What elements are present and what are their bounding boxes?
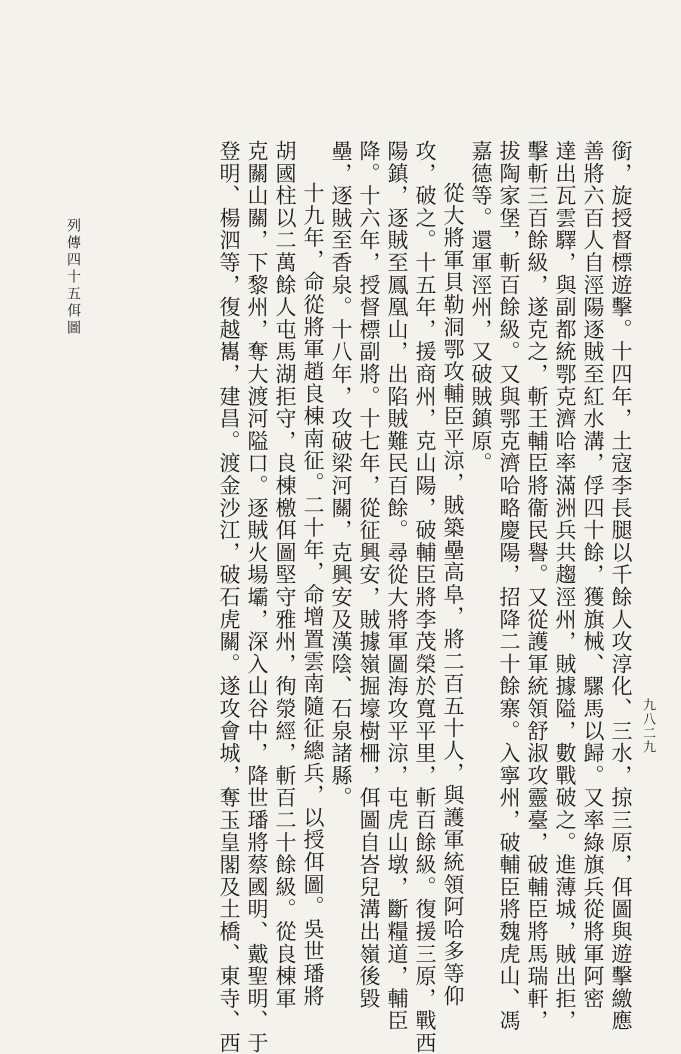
header-book-section: 列傳四十五: [65, 218, 81, 303]
text-column: 攻，破之。十五年，援商州，克山陽，破輔臣將李茂榮於寬平里，斬百餘級。復援三原，戰西: [413, 140, 437, 1054]
text-column: 嘉德等。還軍涇州，又破賊鎮原。: [469, 140, 493, 475]
text-column: 陽鎮，逐賊至鳳凰山，出陷賊難民百餘。尋從大將軍圖海攻平涼，屯虎山墩，斷糧道，輔臣: [385, 140, 409, 1032]
text-column: 胡國柱以二萬餘人屯馬湖拒守，良棟檄佴圖堅守雅州，徇滎經，斬百二十餘級。從良棟軍: [273, 140, 297, 1010]
text-column: 拔陶家堡，斬百餘級。又與鄂克濟哈略慶陽，招降二十餘寨。入寧州，破輔臣將魏虎山、馮: [497, 140, 521, 1032]
text-column: 克關山關，下黎州，奪大渡河隘口。逐賊火場壩，深入山谷中，降世璠將蔡國明、戴聖明、于: [245, 140, 269, 1054]
text-column: 銜，旋授督標遊擊。十四年，土寇李長腿以千餘人攻淳化、三水，掠三原，佴圖與遊擊繳應: [609, 140, 633, 1032]
text-column: 降。十六年，授督標副將。十七年，從征興安，賊據嶺掘壕樹柵，佴圖自峇兒溝出嶺後毀: [357, 140, 381, 1010]
text-column: 擊斬三百餘級，遂克之，斬王輔臣將衞民譽。又從護軍統領舒淑攻靈臺，破輔臣將馬瑞軒，: [525, 140, 549, 1032]
text-column: 登明、楊泗等，復越巂，建昌。渡金沙江，破石虎關。遂攻會城，奪玉皇閣及土橋、東寺、西: [217, 140, 241, 1054]
body-text: [95, 140, 635, 1054]
text-column: 壘，逐賊至香泉。十八年，攻破梁河關，克興安及漢陰、石泉諸縣。: [329, 140, 353, 809]
text-column: 從大將軍貝勒洞鄂攻輔臣平涼，賊築壘高阜，將二百五十人，與護軍統領阿哈多等仰: [441, 182, 465, 1008]
header-subject: 佴圖: [65, 303, 81, 337]
running-header: [64, 218, 82, 337]
page-number: 九八二九: [640, 698, 655, 754]
text-column: 達出瓦雲驛，與副都統鄂克濟哈率滿洲兵共趨涇州，賊據隘，數戰破之。進薄城，賊出拒，: [553, 140, 577, 1032]
text-column: 十九年，命從將軍趙良棟南征。二十年，命增置雲南隨征總兵，以授佴圖。吳世璠將: [301, 182, 325, 1008]
text-column: 善將六百人自涇陽逐賊至紅水溝，俘四十餘，獲旗械、騾馬以歸。又率綠旗兵從將軍阿密: [581, 140, 605, 1010]
